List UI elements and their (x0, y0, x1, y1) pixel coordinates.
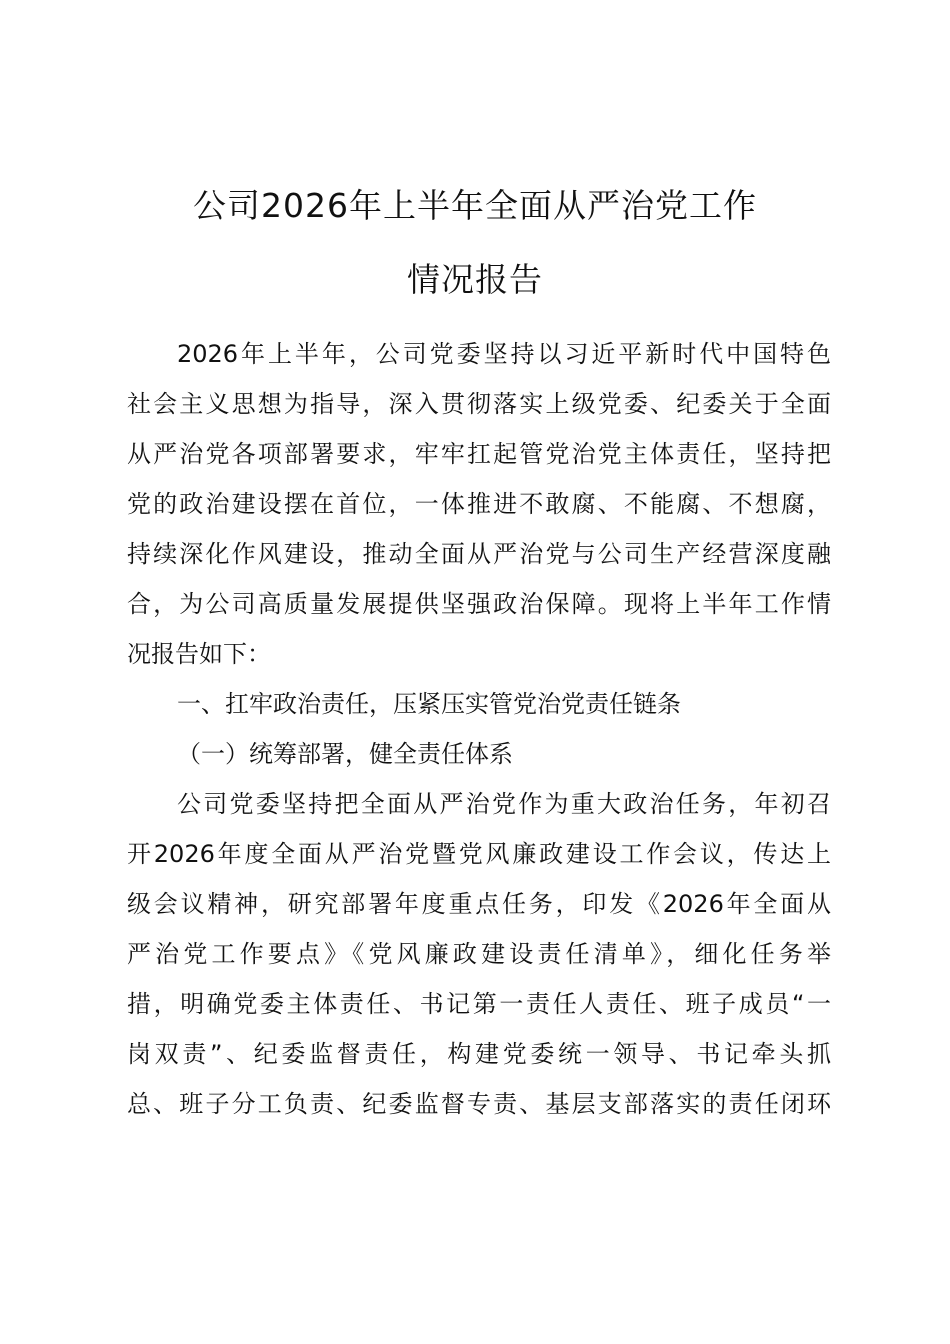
document-title-line-1: 公司2026年上半年全面从严治党工作 (193, 186, 757, 225)
paragraph-line: 总、班子分工负责、纪委监督专责、基层支部落实的责任闭环 (127, 1090, 831, 1118)
paragraph-line: 2026年上半年，公司党委坚持以习近平新时代中国特色 (177, 340, 831, 368)
paragraph-line: 况报告如下： (127, 640, 271, 668)
paragraph-line: 合，为公司高质量发展提供坚强政治保障。现将上半年工作情 (127, 590, 831, 618)
paragraph-line: 级会议精神，研究部署年度重点任务，印发《2026年全面从 (127, 890, 831, 918)
document-title-line-2: 情况报告 (407, 260, 543, 299)
paragraph-line: 社会主义思想为指导，深入贯彻落实上级党委、纪委关于全面 (127, 390, 831, 418)
section-heading: 一、扛牢政治责任，压紧压实管党治党责任链条 (177, 690, 681, 718)
paragraph-line: 持续深化作风建设，推动全面从严治党与公司生产经营深度融 (127, 540, 831, 568)
paragraph-line: 严治党工作要点》《党风廉政建设责任清单》，细化任务举 (127, 940, 831, 968)
subsection-heading: （一）统筹部署，健全责任体系 (177, 740, 513, 768)
paragraph-line: 党的政治建设摆在首位，一体推进不敢腐、不能腐、不想腐， (127, 490, 831, 518)
paragraph-line: 公司党委坚持把全面从严治党作为重大政治任务，年初召 (177, 790, 831, 818)
paragraph-line: 措，明确党委主体责任、书记第一责任人责任、班子成员“一 (127, 990, 831, 1018)
paragraph-line: 开2026年度全面从严治党暨党风廉政建设工作会议，传达上 (127, 840, 831, 868)
paragraph-line: 岗双责”、纪委监督责任，构建党委统一领导、书记牵头抓 (127, 1040, 831, 1068)
paragraph-line: 从严治党各项部署要求，牢牢扛起管党治党主体责任，坚持把 (127, 440, 831, 468)
